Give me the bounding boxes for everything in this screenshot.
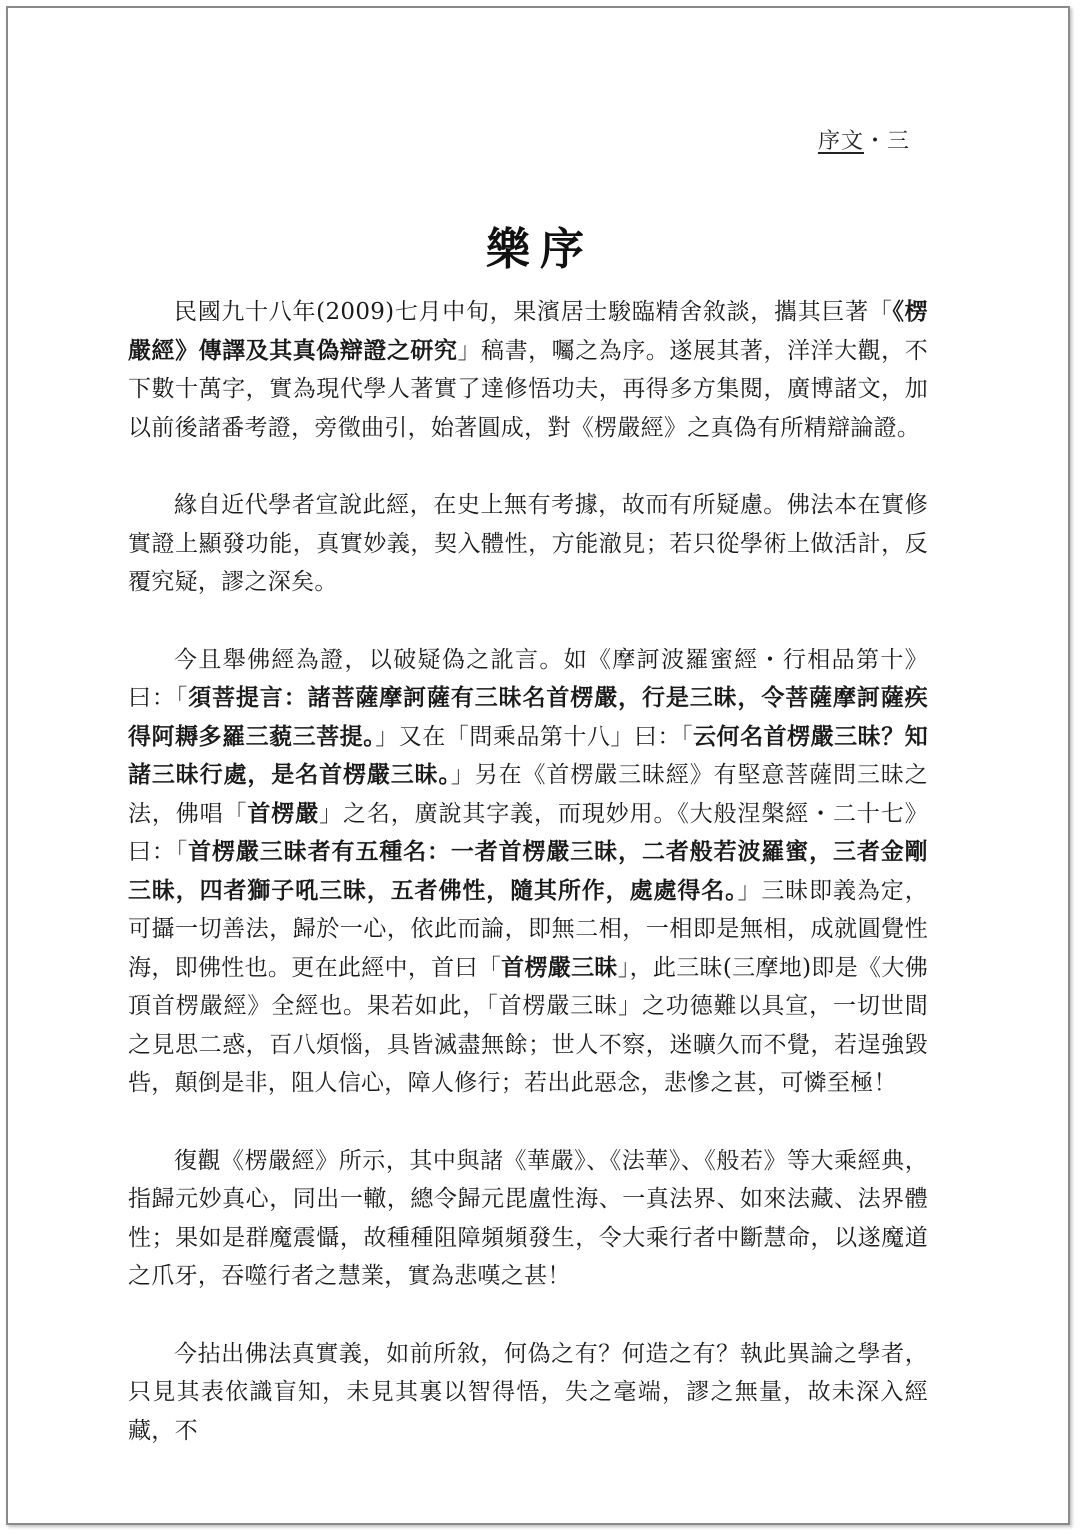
- header-page-number: 三: [886, 129, 910, 154]
- sutra-quote: 須菩提言：諸菩薩摩訶薩有三昧名首楞嚴，行是三昧，令菩薩摩訶薩疾得阿耨多羅三藐三菩提。: [128, 684, 928, 750]
- running-header: [818, 124, 910, 155]
- text-run: 今且舉佛經為證，以破疑偽之訛言。如《摩訶波羅蜜經・行相品第十》曰：「: [128, 646, 928, 711]
- text-run: 今拈出佛法真實義，如前所敘，何偽之有？何造之有？執此異論之學者，只見其表依識盲知，未見其裏以智得悟，失之毫端，謬之無量，故未深入經藏，不: [128, 1340, 928, 1444]
- text-run: 緣自近代學者宣說此經，在史上無有考據，故而有所疑慮。佛法本在實修實證上顯發功能，真實妙義，契入體性，方能澈見；若只從學術上做活計，反覆究疑，謬之深矣。: [128, 492, 928, 595]
- paragraph-4: [128, 1142, 928, 1296]
- sutra-quote: 首楞嚴三昧: [501, 953, 618, 981]
- quoted-title: 《楞嚴經》傳譯及其真偽辯證之研究: [128, 298, 928, 364]
- paragraph-2: [128, 486, 928, 602]
- paragraph-5: [128, 1335, 928, 1451]
- text-run: 」，此三昧(三摩地)即是《大佛頂首楞嚴經》全經也。果若如此，「首楞嚴三昧」之功德難以具宣，一切世間之見思二惑，百八煩惱，具皆滅盡無餘；世人不察，迷曠久而不覺，若逞強毀呰，顛倒是非，阻人信心，障人修行；若出此惡念，悲慘之甚，可憐至極！: [128, 954, 928, 1096]
- text-run: 」稿書，囑之為序。遂展其著，洋洋大觀，不下數十萬字，實為現代學人著實了達修悟功夫，再得多方集閱，廣博諸文，加以前後諸番考證，旁徵曲引，始著圓成，對《楞嚴經》之真偽有所精辯論證。: [128, 337, 929, 441]
- text-run: 民國九十八年(2009)七月中旬，果濱居士駿臨精舍敘談，攜其巨著「: [174, 299, 893, 325]
- paragraph-1: [128, 293, 928, 447]
- text-run: 」三昧即義為定，可攝一切善法，歸於一心，依此而論，即無二相，一相即是無相，成就圓覺性海，即佛性也。更在此經中，首曰「: [128, 877, 928, 981]
- text-run: 」之名，廣說其字義，而現妙用。《大般涅槃經・二十七》曰：「: [128, 800, 928, 865]
- page-title: 樂序: [486, 224, 594, 275]
- header-section: 序文: [817, 129, 864, 154]
- sutra-quote: 首楞嚴: [247, 799, 320, 827]
- body-text: [128, 293, 928, 1489]
- header-separator: ・: [863, 129, 887, 154]
- text-run: 復觀《楞嚴經》所示，其中與諸《華嚴》、《法華》、《般若》等大乘經典，指歸元妙真心，同出一轍，總令歸元毘盧性海、一真法界、如來法藏、法界體性；果如是群魔震懾，故種種阻障頻頻發生，令大乘行者中斷慧命，以遂魔道之爪牙，吞噬行者之慧業，實為悲嘆之甚！: [128, 1147, 928, 1289]
- sutra-quote: 云何名首楞嚴三昧？知諸三昧行處，是名首楞嚴三昧。: [128, 722, 929, 788]
- paragraph-3: [128, 641, 928, 1103]
- sutra-quote: 首楞嚴三昧者有五種名：一者首楞嚴三昧，二者般若波羅蜜，三者金剛三昧，四者獅子吼三昧，五者佛性，隨其所作，處處得名。: [128, 838, 928, 904]
- text-run: 」另在《首楞嚴三昧經》有堅意菩薩問三昧之法，佛唱「: [128, 762, 929, 827]
- text-run: 」又在「問乘品第十八」曰：「: [375, 723, 694, 750]
- document-page: [6, 6, 1070, 1525]
